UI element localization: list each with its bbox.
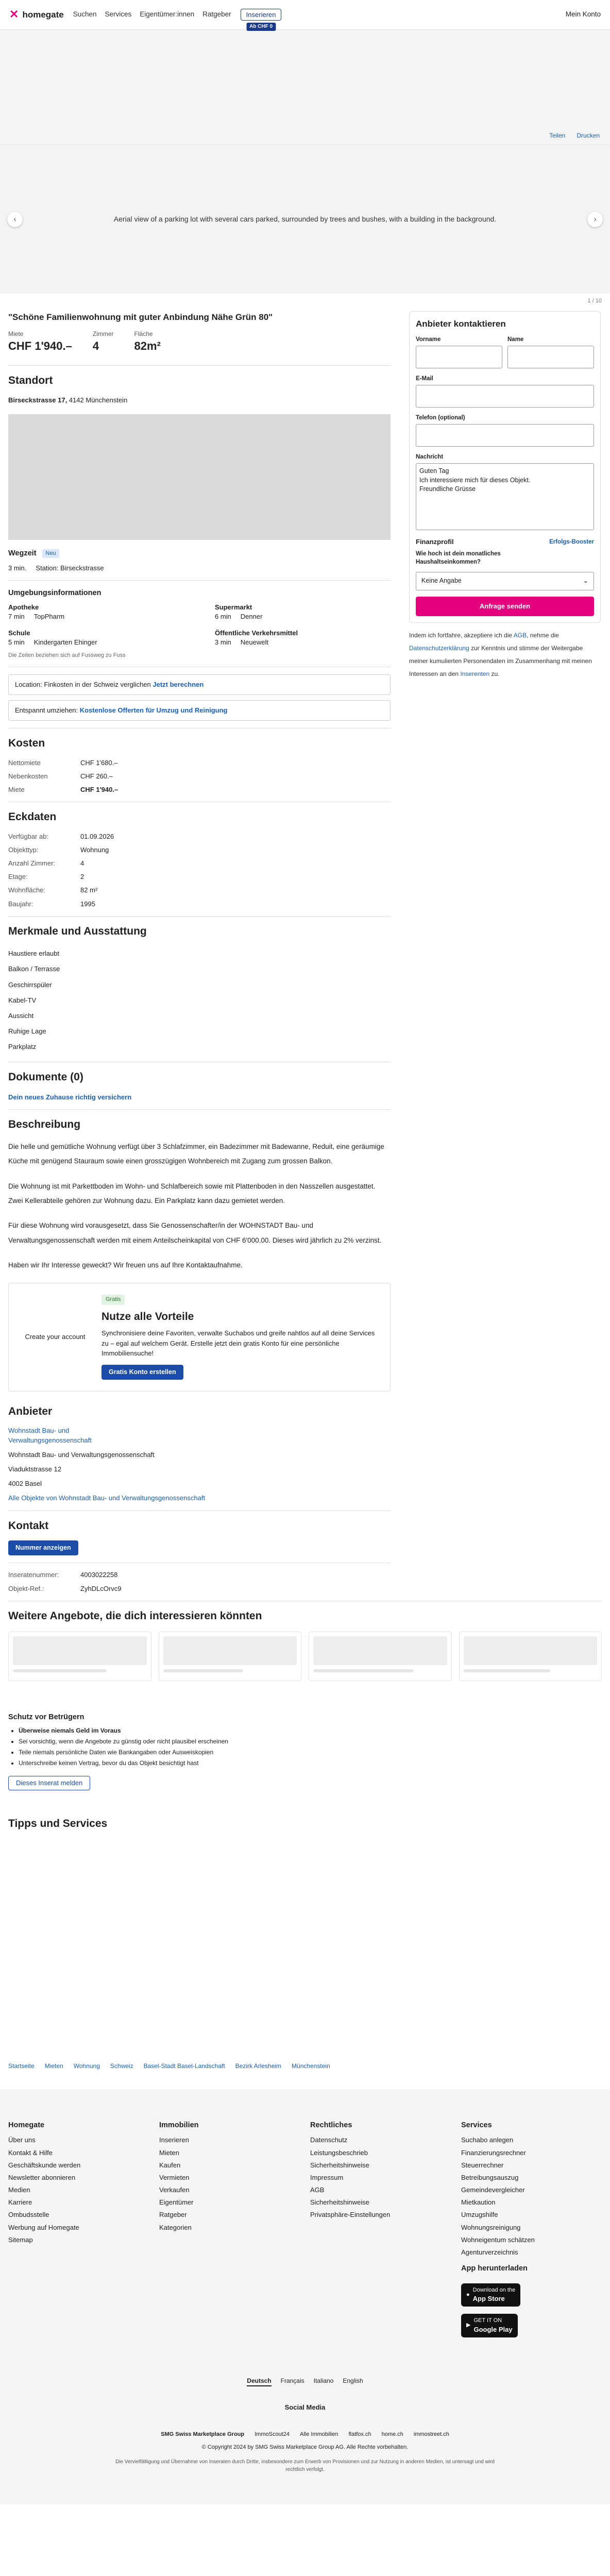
footer-link[interactable]: Wohnungsreinigung xyxy=(461,2223,521,2231)
footer-link[interactable]: Umzugshilfe xyxy=(461,2211,498,2219)
footer-link[interactable]: Betreibungsauszug xyxy=(461,2173,519,2181)
keyfact-value: 4 xyxy=(92,339,99,352)
location-heading: Standort xyxy=(8,375,53,387)
footer-heading: Homegate xyxy=(8,2121,45,2130)
copyright: © Copyright 2024 by SMG Swiss Marketplace Group AG. Alle Rechte vorbehalten. xyxy=(201,2444,409,2451)
key-facts xyxy=(8,330,391,354)
new-badge: Neu xyxy=(42,549,59,558)
finance-title: Finanzprofil xyxy=(416,538,454,546)
footer-link[interactable]: Impressum xyxy=(310,2173,344,2181)
more-offers-heading: Weitere Angebote, die dich interessieren könnten xyxy=(8,1609,262,1622)
keyfact-value: 82m² xyxy=(134,339,161,352)
footer-link[interactable]: Medien xyxy=(8,2186,30,2194)
keyfact-label: Fläche xyxy=(134,330,153,337)
amenity-name: Kindergarten Ehinger xyxy=(33,638,97,647)
agb-link[interactable]: AGB xyxy=(513,631,527,639)
tips-area xyxy=(8,1838,602,2060)
gplay-small: GET IT ON xyxy=(473,2317,502,2324)
legal-text: zu. xyxy=(489,670,500,678)
keydata-label: Wohnfläche: xyxy=(8,886,46,894)
sidebar xyxy=(409,311,601,1594)
finance-profile xyxy=(416,537,594,547)
lastname-label: Name xyxy=(507,336,524,343)
email-field xyxy=(416,375,594,408)
documents-heading: Dokumente (0) xyxy=(8,1071,83,1083)
description-heading: Beschreibung xyxy=(8,1118,81,1131)
fraud-protection xyxy=(8,1712,602,1790)
divider xyxy=(8,916,391,917)
costs-heading: Kosten xyxy=(8,737,45,750)
insert-wrap xyxy=(241,10,282,29)
cost-value: CHF 260.– xyxy=(80,772,113,780)
footer-link[interactable]: AGB xyxy=(310,2186,325,2194)
app-heading: App herunterladen xyxy=(461,2264,528,2273)
share-link[interactable]: Teilen xyxy=(549,132,566,140)
income-question: Wie hoch ist dein monatliches Haushaltseinkommen? xyxy=(416,551,501,566)
provider-all-objects-link[interactable]: Alle Objekte von Wohnstadt Bau- und Verwaltungsgenossenschaft xyxy=(8,1494,206,1502)
provider-heading: Anbieter xyxy=(8,1405,53,1417)
footer-link[interactable]: Karriere xyxy=(8,2198,32,2207)
fraud-item: • Teile niemals persönliche Daten wie Bankangaben oder Ausweiskopien xyxy=(19,1748,602,1757)
lower-sections xyxy=(0,1601,610,2060)
divider xyxy=(8,580,391,581)
contact-form xyxy=(409,311,601,623)
cost-label: Nettomiete xyxy=(8,758,41,767)
message-label: Nachricht xyxy=(416,454,444,461)
amenity-name: Denner xyxy=(240,612,263,620)
language-switcher xyxy=(8,2377,602,2386)
content-container xyxy=(0,294,610,1594)
fraud-item: • Sei vorsichtig, wenn die Angebote zu günstig oder nicht plausibel erscheinen xyxy=(19,1737,602,1746)
form-heading: Anbieter kontaktieren xyxy=(416,319,506,329)
footer-link[interactable]: Eigentümer xyxy=(159,2198,194,2207)
breadcrumb-item[interactable]: Münchenstein xyxy=(292,2062,330,2070)
report-listing-button[interactable]: Dieses Inserat melden xyxy=(8,1776,90,1790)
image-gallery[interactable] xyxy=(0,144,610,304)
footer-link[interactable]: Gemeindevergleicher xyxy=(461,2186,525,2194)
insurance-link[interactable]: Dein neues Zuhause richtig versichern xyxy=(8,1093,132,1101)
keydata-label: Baujahr: xyxy=(8,900,33,908)
partner-link[interactable]: immostreet.ch xyxy=(413,2431,449,2438)
footer-link[interactable]: Verkaufen xyxy=(159,2186,190,2194)
footer-link[interactable]: Sitemap xyxy=(8,2235,33,2244)
feature-item: Geschirrspüler xyxy=(8,980,52,989)
footer-link[interactable]: Ratgeber xyxy=(159,2211,187,2219)
footer-link[interactable]: Über uns xyxy=(8,2136,36,2144)
fraud-heading: Schutz vor Betrügern xyxy=(8,1713,84,1722)
gplay-label: Google Play xyxy=(473,2325,513,2333)
amenity-transport xyxy=(215,629,391,647)
keydata-value: 01.09.2026 xyxy=(80,832,114,840)
footer-link[interactable]: Kontakt & Hilfe xyxy=(8,2148,53,2157)
appstore-label: App Store xyxy=(472,2294,505,2302)
income-select[interactable] xyxy=(416,572,594,590)
phone-label: Telefon (optional) xyxy=(416,414,465,421)
amenity-time: 3 min xyxy=(215,638,231,647)
keyfact-area xyxy=(134,330,161,354)
breadcrumb-item[interactable]: Schweiz xyxy=(110,2062,133,2070)
moving-infobox xyxy=(8,700,391,721)
footer-link[interactable]: Finanzierungsrechner xyxy=(461,2148,526,2157)
ref-value: 4003022258 xyxy=(80,1571,118,1579)
provider-city: 4002 Basel xyxy=(8,1480,42,1488)
gallery-counter: 1 / 10 xyxy=(587,297,602,304)
reference-table xyxy=(8,1570,391,1593)
footer-link[interactable]: Suchabo anlegen xyxy=(461,2136,514,2144)
keydata-value: Wohnung xyxy=(80,845,109,854)
more-offers-cards xyxy=(8,1632,602,1681)
description-paragraph: Die Wohnung ist mit Parkettboden im Wohn- und Schlafbereich sowie mit Plattenboden in den Nasszellen ausgestattet. Zwei Kellerabteile gehören zur Wohnung dazu. Ein Parkplatz kann dazu gemietet werden. xyxy=(8,1182,376,1205)
footer-link[interactable]: Ombudsstelle xyxy=(8,2211,49,2219)
offer-card[interactable] xyxy=(8,1632,151,1681)
fraud-item: • Überweise niemals Geld im Voraus xyxy=(19,1726,602,1735)
description-paragraph: Für diese Wohnung wird vorausgesetzt, dass Sie Genossenschafter/in der WOHNSTADT Bau- und Verwaltungsgenossenschaft werden mit einem Anteilscheinkapital von CHF 6'000.00. Dieses wird jährlich zu 2% verzinst. xyxy=(8,1222,382,1244)
partner-links xyxy=(8,2431,602,2438)
keydata-value: 4 xyxy=(80,859,84,867)
lastname-field xyxy=(507,335,594,368)
infobox-text: Entspannt umziehen: xyxy=(15,706,80,715)
lang-de[interactable]: Deutsch xyxy=(247,2377,271,2386)
footer-link[interactable]: Kaufen xyxy=(159,2161,181,2169)
email-label: E-Mail xyxy=(416,375,433,382)
costs-table xyxy=(8,758,391,795)
top-header xyxy=(0,0,610,30)
description-paragraph: Haben wir Ihr Interesse geweckt? Wir freuen uns auf Ihre Kontaktaufnahme. xyxy=(8,1261,243,1269)
way-station: Station: Birseckstrasse xyxy=(36,564,104,572)
footer-link[interactable]: Wohneigentum schätzen xyxy=(461,2235,535,2244)
keyfact-value: CHF 1'940.– xyxy=(8,339,72,352)
way-time: 3 min. xyxy=(8,564,27,572)
promo-text: Synchronisiere deine Favoriten, verwalte Suchabos und greife nahtlos auf all deine Services zu – egal auf welchem Gerät. Erstelle jetzt dein gratis Konto für eine persönliche Immobiliensuche! xyxy=(101,1329,375,1357)
footer-link[interactable]: Datenschutz xyxy=(310,2136,348,2144)
feature-item: Parkplatz xyxy=(8,1043,37,1051)
partner-link[interactable]: ImmoScout24 xyxy=(255,2431,290,2438)
address-city: 4142 Münchenstein xyxy=(69,396,128,404)
main-nav xyxy=(73,10,231,20)
fraud-item: • Unterschreibe keinen Vertrag, bevor du das Objekt besichtigt hast xyxy=(19,1759,602,1768)
social-media-heading: Social Media xyxy=(284,2403,326,2411)
gallery-image-caption: Aerial view of a parking lot with several cars parked, surrounded by trees and bushes, with a building in the background. xyxy=(113,214,497,223)
breadcrumb-item[interactable]: Wohnung xyxy=(73,2062,100,2070)
footer-link[interactable]: Werbung auf Homegate xyxy=(8,2223,79,2231)
homegate-logo[interactable] xyxy=(9,9,64,21)
app-store-badge[interactable] xyxy=(461,2283,520,2307)
location-map[interactable] xyxy=(8,414,391,540)
keydata-value: 1995 xyxy=(80,900,95,908)
footer-link[interactable]: Leistungsbeschrieb xyxy=(310,2148,368,2157)
footer-link[interactable]: Newsletter abonnieren xyxy=(8,2173,76,2181)
footer-link[interactable]: Kategorien xyxy=(159,2223,192,2231)
footer-heading: Rechtliches xyxy=(310,2121,352,2130)
show-number-button[interactable]: Nummer anzeigen xyxy=(8,1540,78,1556)
infobox-link[interactable]: Kostenlose Offerten für Umzug und Reinigung xyxy=(79,706,228,715)
fine-print: Die Vervielfältigung und Übernahme von Inseraten durch Dritte, insbesondere zum Erwerb von Provisionen und zur Nutzung in anderen Medien, ist untersagt und wird rechtlich verfolgt. xyxy=(115,2459,495,2472)
cost-label: Miete xyxy=(8,786,25,794)
listing-title: "Schöne Familienwohnung mit guter Anbindung Nähe Grün 80" xyxy=(8,312,273,322)
partner-link[interactable]: flatfox.ch xyxy=(348,2431,371,2438)
nav-ratgeber[interactable]: Ratgeber xyxy=(202,10,231,19)
amenity-heading: Schule xyxy=(8,629,30,637)
breadcrumb-item[interactable]: Mieten xyxy=(44,2062,63,2070)
privacy-link[interactable]: Datenschutzerklärung xyxy=(409,644,469,652)
features-heading: Merkmale und Ausstattung xyxy=(8,925,147,937)
nav-services[interactable]: Services xyxy=(105,10,132,19)
amenity-heading: Apotheke xyxy=(8,603,39,611)
address-street: Birseckstrasse 17, xyxy=(8,396,67,404)
footer-col-legal xyxy=(310,2120,451,2341)
breadcrumb-item[interactable]: Startseite xyxy=(8,2062,35,2070)
hero-top-area xyxy=(0,30,610,144)
footer-link[interactable]: Agenturverzeichnis xyxy=(461,2248,518,2257)
apple-icon: ● xyxy=(466,2291,470,2298)
offer-card[interactable] xyxy=(459,1632,602,1681)
firstname-field xyxy=(416,335,502,368)
footer-heading: Immobilien xyxy=(159,2121,199,2130)
keydata-label: Etage: xyxy=(8,873,28,881)
print-link[interactable]: Drucken xyxy=(577,132,600,140)
fraud-list xyxy=(19,1726,602,1767)
insert-price-badge: Ab CHF 0 xyxy=(246,23,276,31)
promo-badge: Gratis xyxy=(101,1295,125,1304)
firstname-label: Vorname xyxy=(416,336,441,343)
keyfact-rent xyxy=(8,330,72,354)
feature-item: Ruhige Lage xyxy=(8,1027,46,1036)
footer-link[interactable]: Mietkaution xyxy=(461,2198,496,2207)
site-footer xyxy=(0,2089,610,2504)
offer-card[interactable] xyxy=(159,1632,302,1681)
keydata-value: 82 m² xyxy=(80,886,98,894)
logo-x-icon: ✕ xyxy=(9,8,19,21)
promo-body xyxy=(101,1294,390,1380)
promo-heading: Nutze alle Vorteile xyxy=(101,1310,194,1323)
breadcrumb-item[interactable]: Basel-Stadt Basel-Landschaft xyxy=(143,2062,225,2070)
keydata-label: Objekttyp: xyxy=(8,845,39,854)
chevron-down-icon: ⌄ xyxy=(583,577,588,584)
keydata-label: Anzahl Zimmer: xyxy=(8,859,56,867)
amenity-time: 7 min xyxy=(8,612,25,620)
google-play-badge[interactable] xyxy=(461,2314,518,2337)
feature-item: Balkon / Terrasse xyxy=(8,965,60,973)
amenity-school xyxy=(8,629,184,647)
keyfact-label: Zimmer xyxy=(92,330,114,337)
provider-name: Wohnstadt Bau- und Verwaltungsgenossenschaft xyxy=(8,1450,155,1459)
ref-value: ZyhDLcOrvc9 xyxy=(80,1584,122,1592)
send-request-button[interactable]: Anfrage senden xyxy=(416,597,594,616)
finance-infobox xyxy=(8,674,391,695)
amenity-heading: Supermarkt xyxy=(215,603,252,611)
account-promo xyxy=(8,1283,391,1392)
footer-link[interactable]: Privatsphäre-Einstellungen xyxy=(310,2211,391,2219)
phone-field xyxy=(416,414,594,447)
provider-block xyxy=(8,1426,391,1503)
firstname-input[interactable] xyxy=(416,346,502,368)
legal-text: Indem ich fortfahre, akzeptiere ich die xyxy=(409,631,514,639)
lang-it[interactable]: Italiano xyxy=(313,2377,334,2385)
finance-booster-link[interactable]: Erfolgs-Booster xyxy=(549,539,594,546)
amenity-supermarket xyxy=(215,603,391,621)
amenity-heading: Öffentliche Verkehrsmittel xyxy=(215,629,298,637)
create-account-button[interactable]: Gratis Konto erstellen xyxy=(101,1365,183,1380)
amenity-pharmacy xyxy=(8,603,184,621)
legal-notice xyxy=(409,629,601,681)
way-time-block xyxy=(8,548,391,573)
address xyxy=(8,396,391,405)
income-select-value: Keine Angabe xyxy=(421,577,462,584)
way-heading: Wegzeit xyxy=(8,549,37,557)
account-link[interactable]: Mein Konto xyxy=(565,10,601,19)
partner-link[interactable]: Alle Immobilien xyxy=(299,2431,338,2438)
ref-label: Inseratenummer: xyxy=(8,1571,59,1579)
footer-link[interactable]: Mieten xyxy=(159,2148,180,2157)
footer-col-homegate xyxy=(8,2120,149,2341)
insert-button[interactable]: Inserieren xyxy=(241,9,282,21)
partner-link[interactable]: SMG Swiss Marketplace Group xyxy=(161,2431,245,2438)
amenity-name: TopPharm xyxy=(33,612,65,620)
keydata-table xyxy=(8,832,391,909)
message-textarea[interactable]: Guten Tag Ich interessiere mich für dieses Objekt. Freundliche Grüsse xyxy=(416,463,594,530)
provider-street: Viaduktstrasse 12 xyxy=(8,1465,62,1473)
contact-heading: Kontakt xyxy=(8,1519,49,1532)
footer-link[interactable]: Steuerrechner xyxy=(461,2161,504,2169)
surroundings-note: Die Zeiten beziehen sich auf Fussweg zu Fuss xyxy=(8,652,126,658)
legal-text: zur Kenntnis und stimme der Weitergabe meiner kumulierten Personendaten im Zusammenhang mit meinen Interessen an den xyxy=(409,644,592,678)
description-text xyxy=(8,1140,391,1273)
lang-en[interactable]: English xyxy=(343,2377,363,2385)
logo-text: homegate xyxy=(22,9,64,20)
footer-columns xyxy=(8,2120,602,2341)
surroundings-heading: Umgebungsinformationen xyxy=(8,589,101,598)
cost-value: CHF 1'940.– xyxy=(80,786,118,794)
footer-heading: Services xyxy=(461,2121,492,2130)
footer-link[interactable]: Geschäftskunde werden xyxy=(8,2161,81,2169)
email-input[interactable] xyxy=(416,385,594,408)
offer-card[interactable] xyxy=(309,1632,452,1681)
lastname-input[interactable] xyxy=(507,346,594,368)
main-column xyxy=(8,311,391,1594)
ref-label: Objekt-Ref.: xyxy=(8,1584,44,1592)
hero-actions xyxy=(549,131,600,140)
footer-col-services xyxy=(461,2120,602,2341)
amenities-grid xyxy=(8,603,391,648)
description-paragraph: Die helle und gemütliche Wohnung verfügt über 3 Schlafzimmer, ein Badezimmer mit Badewanne, Reduit, eine geräumige Küche mit genügend Stauraum sowie einen grosszügigen Wohnbereich mit Zugang zum grossen Balkon. xyxy=(8,1142,384,1165)
feature-item: Aussicht xyxy=(8,1011,34,1020)
divider xyxy=(8,1109,391,1110)
keydata-label: Verfügbar ab: xyxy=(8,832,49,840)
promo-left: Create your account xyxy=(25,1332,86,1341)
nav-suchen[interactable]: Suchen xyxy=(73,10,97,19)
keydata-value: 2 xyxy=(80,873,84,881)
cost-value: CHF 1'680.– xyxy=(80,758,118,767)
footer-link[interactable]: Vermieten xyxy=(159,2173,190,2181)
lang-fr[interactable]: Français xyxy=(280,2377,304,2385)
appstore-small: Download on the xyxy=(472,2286,516,2293)
phone-input[interactable] xyxy=(416,424,594,447)
features-list xyxy=(8,946,391,1055)
infobox-text: Location: Finkosten in der Schweiz verglichen xyxy=(15,680,153,688)
keydata-heading: Eckdaten xyxy=(8,811,57,823)
amenity-time: 6 min xyxy=(215,612,231,620)
nav-eigentuemer[interactable]: Eigentümer:innen xyxy=(140,10,195,19)
keyfact-rooms xyxy=(93,330,114,354)
footer-link[interactable]: Inserieren xyxy=(159,2136,189,2144)
tips-heading: Tipps und Services xyxy=(8,1817,108,1829)
play-icon: ▶ xyxy=(466,2322,471,2329)
amenity-name: Neuewelt xyxy=(240,638,268,647)
feature-item: Kabel-TV xyxy=(8,996,37,1004)
way-row xyxy=(8,564,391,573)
cost-label: Nebenkosten xyxy=(8,772,48,780)
legal-text: , nehme die xyxy=(527,631,559,639)
amenity-time: 5 min xyxy=(8,638,25,647)
partner-link[interactable]: home.ch xyxy=(381,2431,403,2438)
provider-link[interactable]: Wohnstadt Bau- und Verwaltungsgenossenschaft xyxy=(8,1427,92,1444)
breadcrumb xyxy=(0,2062,610,2071)
advertiser-link[interactable]: Inserenten xyxy=(460,670,490,678)
footer-link[interactable]: Sicherheitshinweise xyxy=(310,2198,369,2207)
keyfact-label: Miete xyxy=(8,330,24,337)
infobox-link[interactable]: Jetzt berechnen xyxy=(152,680,204,688)
divider xyxy=(8,365,391,366)
gallery-next-icon[interactable]: › xyxy=(587,212,603,227)
footer-col-immobilien xyxy=(159,2120,300,2341)
breadcrumb-item[interactable]: Bezirk Arlesheim xyxy=(235,2062,282,2070)
gallery-prev-icon[interactable]: ‹ xyxy=(7,212,23,227)
message-field xyxy=(416,453,594,530)
feature-item: Haustiere erlaubt xyxy=(8,950,59,958)
footer-link[interactable]: Sicherheitshinweise xyxy=(310,2161,369,2169)
